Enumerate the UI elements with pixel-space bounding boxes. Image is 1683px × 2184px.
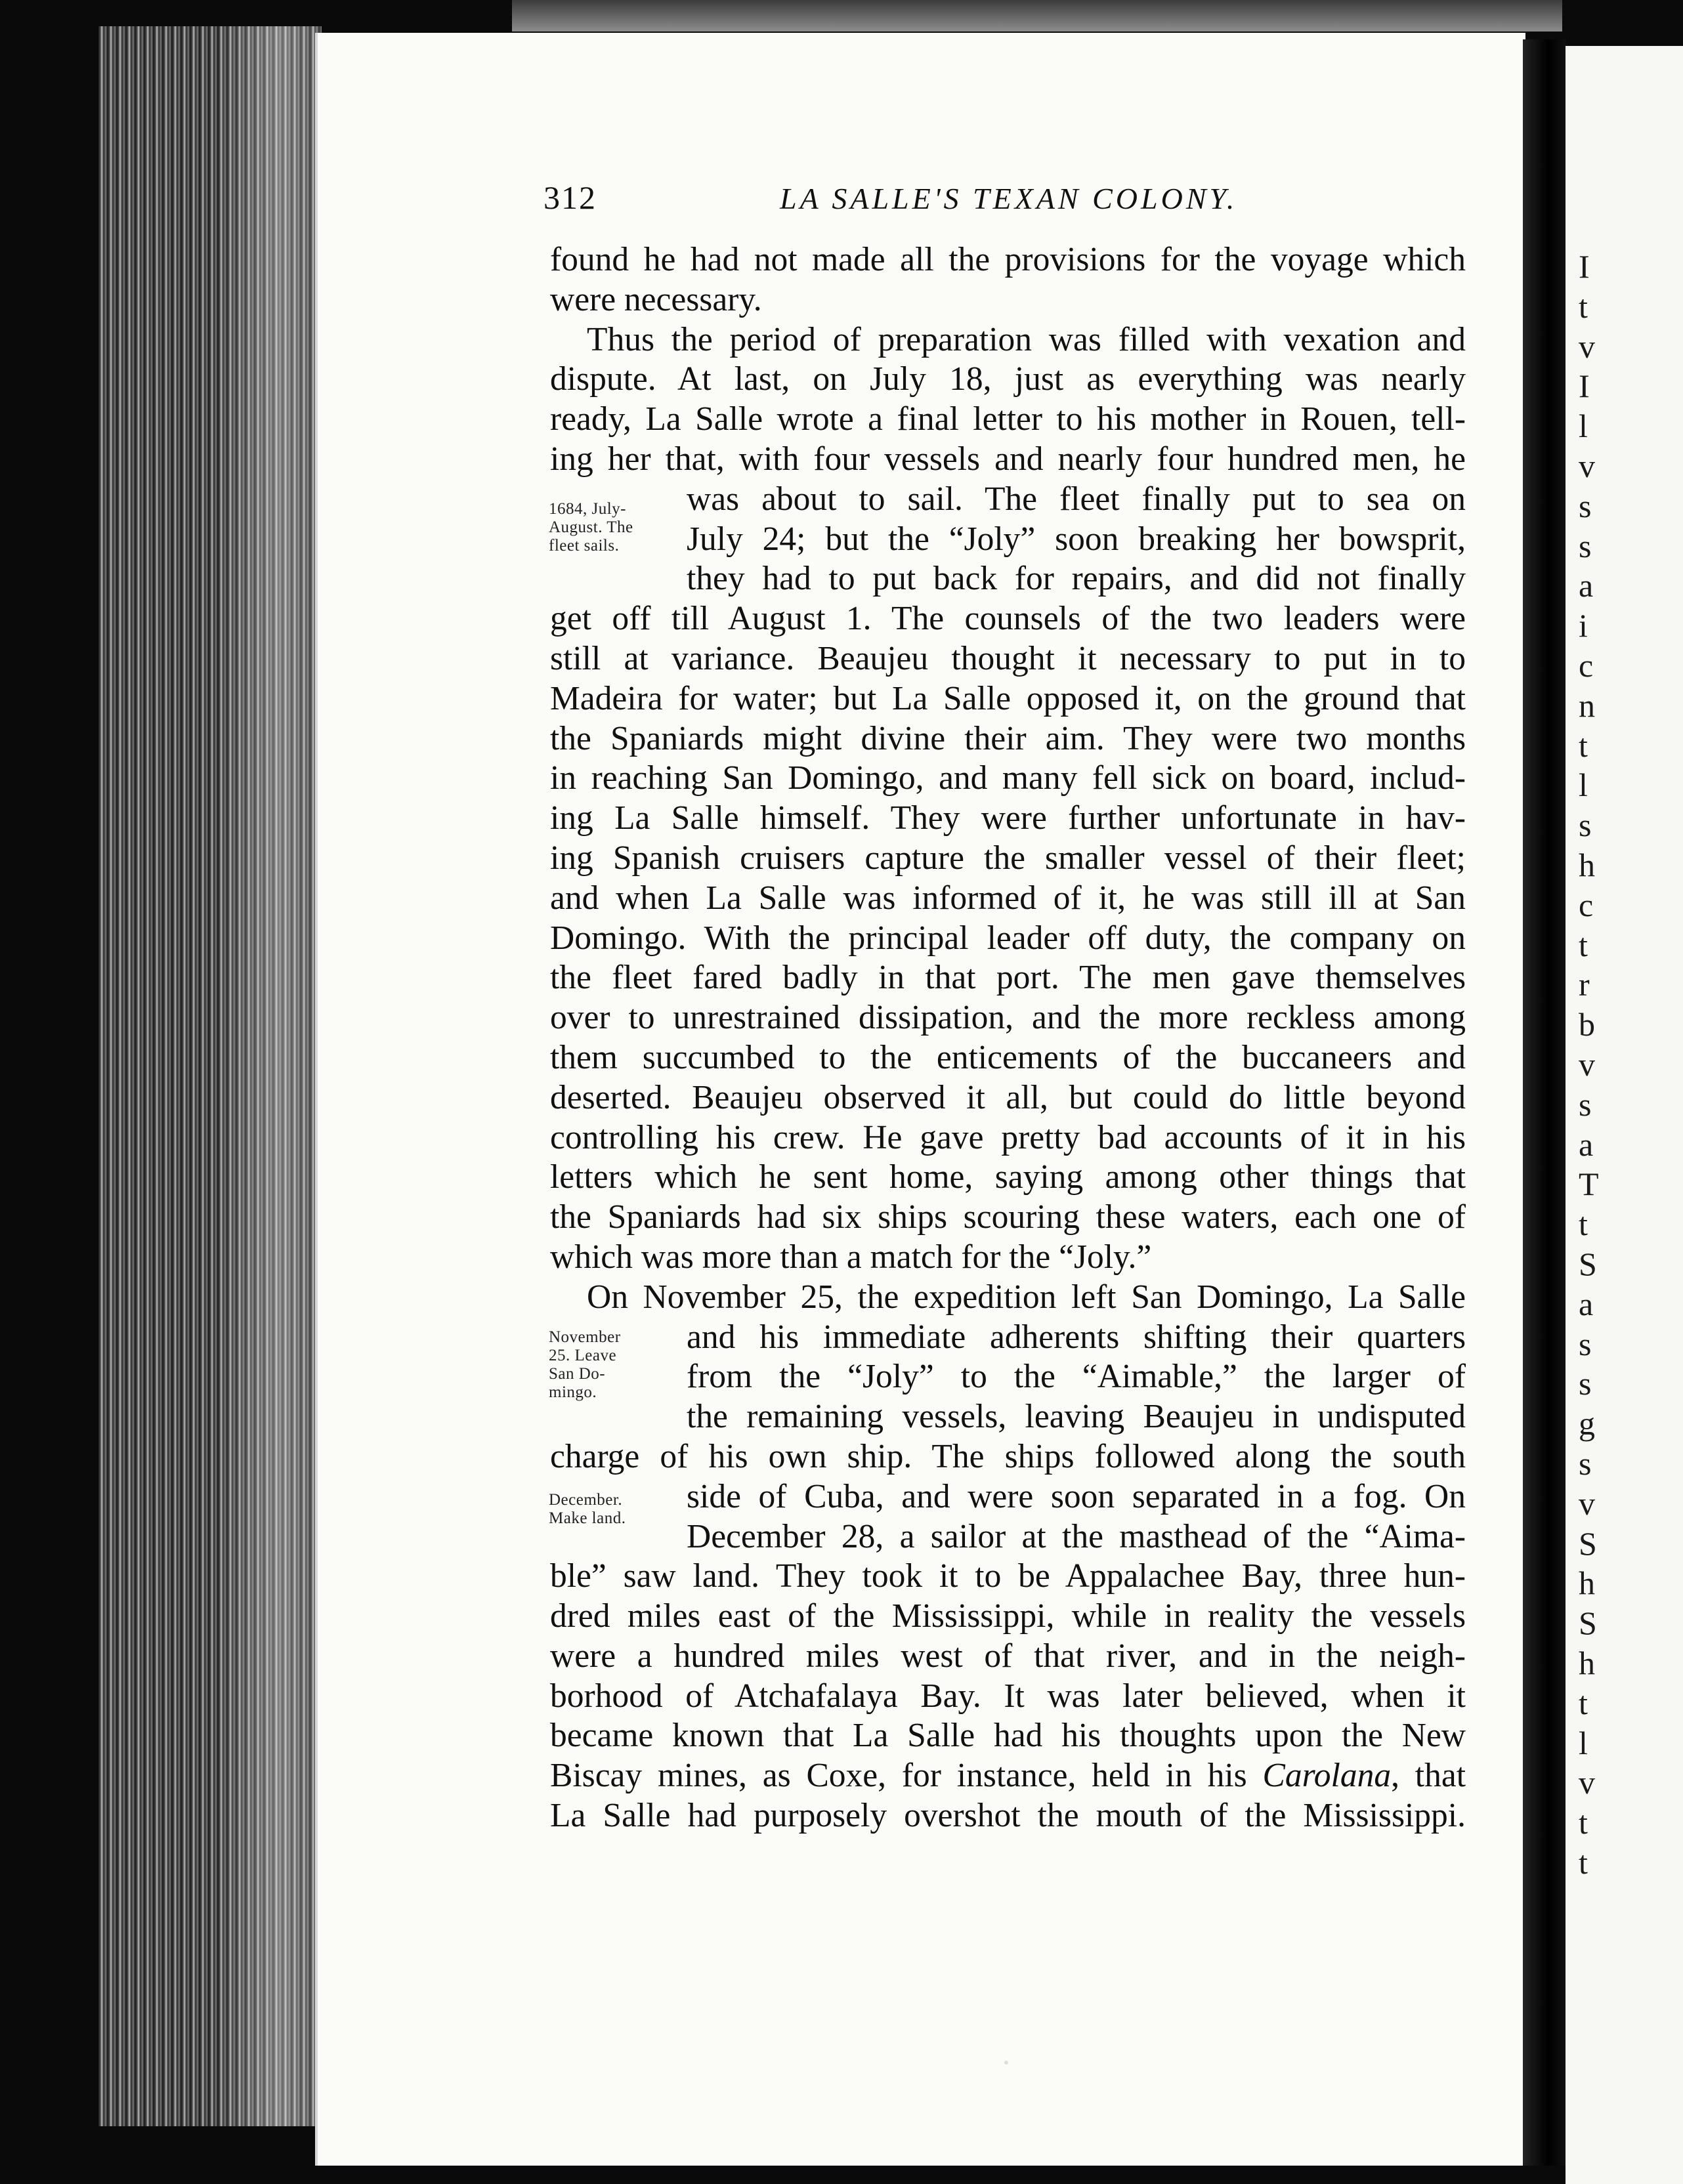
- text-line: them succumbed to the enticements of the buccaneers and: [550, 1038, 1466, 1076]
- text-line: was about to sail. The fleet finally put to sea on: [687, 480, 1466, 518]
- text-line: the Spaniards had six ships scouring these waters, each one of: [550, 1198, 1466, 1236]
- margin-note-line: 1684, July-: [549, 500, 626, 518]
- text-line: get off till August 1. The counsels of the two leaders were: [550, 600, 1466, 638]
- text-line: dred miles east of the Mississippi, while in reality the vessels: [550, 1597, 1466, 1635]
- text-line: letters which he sent home, saying among other things that: [550, 1158, 1466, 1196]
- facing-page-line-fragment: i: [1579, 607, 1588, 644]
- facing-page-line-fragment: T: [1579, 1166, 1599, 1203]
- facing-page-line-fragment: v: [1579, 1484, 1595, 1522]
- facing-page-line-fragment: a: [1579, 1125, 1594, 1163]
- margin-note: [549, 1328, 621, 1402]
- text-line: On November 25, the expedition left San Domingo, La Salle: [587, 1278, 1466, 1316]
- facing-page-line-fragment: r: [1579, 966, 1590, 1003]
- page-header: [543, 178, 1462, 231]
- facing-page-line-fragment: S: [1579, 1246, 1597, 1282]
- facing-page-line-fragment: s: [1579, 1445, 1592, 1482]
- text-line: in reaching San Domingo, and many fell sick on board, includ-: [550, 759, 1466, 797]
- body-text: [550, 240, 1466, 1836]
- text-line: July 24; but the “Joly” soon breaking her bowsprit,: [687, 520, 1466, 558]
- facing-page-line-fragment: h: [1579, 1645, 1595, 1681]
- text-line: La Salle had purposely overshot the mouth of the Mississippi.: [550, 1797, 1466, 1835]
- facing-page-line-fragment: I: [1579, 368, 1590, 405]
- margin-note-line: fleet sails.: [549, 537, 620, 555]
- facing-page-line-fragment: h: [1579, 1564, 1595, 1602]
- facing-page: [1566, 46, 1683, 2184]
- facing-page-line-fragment: s: [1579, 527, 1592, 564]
- facing-page-line-fragment: n: [1579, 686, 1595, 724]
- facing-page-line-fragment: v: [1579, 1764, 1595, 1801]
- text-line: Madeira for water; but La Salle opposed it, on the ground that: [550, 679, 1466, 717]
- facing-page-line-fragment: l: [1579, 766, 1588, 804]
- text-line: ing Spanish cruisers capture the smaller vessel of their fleet;: [550, 839, 1466, 877]
- facing-page-line-fragment: c: [1579, 647, 1594, 684]
- text-line: ble” saw land. They took it to be Appalachee Bay, three hun-: [550, 1557, 1466, 1595]
- text-line: were a hundred miles west of that river, and in the neigh-: [550, 1637, 1466, 1675]
- facing-page-line-fragment: S: [1579, 1524, 1597, 1562]
- facing-page-line-fragment: v: [1579, 448, 1595, 484]
- text-segment: , that: [1391, 1757, 1466, 1795]
- margin-note-line: Make land.: [549, 1509, 626, 1527]
- margin-note: [549, 500, 633, 555]
- facing-page-line-fragment: a: [1579, 567, 1594, 604]
- facing-page-line-fragment: h: [1579, 847, 1595, 883]
- book-gutter: [1523, 39, 1566, 2166]
- margin-note-line: November: [549, 1328, 621, 1346]
- margin-note-line: mingo.: [549, 1383, 597, 1401]
- text-line: dispute. At last, on July 18, just as everything was nearly: [550, 360, 1466, 398]
- text-line: they had to put back for repairs, and did not finally: [687, 560, 1466, 598]
- facing-page-line-fragment: s: [1579, 1325, 1592, 1362]
- text-line: side of Cuba, and were soon separated in a fog. On: [687, 1477, 1466, 1515]
- margin-note: [549, 1491, 626, 1528]
- italic-title: Carolana: [1262, 1757, 1392, 1795]
- facing-page-line-fragment: l: [1579, 1724, 1588, 1761]
- facing-page-line-fragment: t: [1579, 287, 1588, 325]
- text-line: the fleet fared badly in that port. The men gave themselves: [550, 959, 1466, 997]
- text-line: [550, 1756, 1466, 1796]
- scan-top-edge: [512, 0, 1562, 32]
- text-line: were necessary.: [550, 280, 762, 318]
- page-number: 312: [543, 179, 597, 216]
- scan-speck: [1004, 2061, 1008, 2065]
- margin-note-line: 25. Leave: [549, 1347, 617, 1364]
- text-segment: Biscay mines, as Coxe, for instance, held in his: [550, 1757, 1247, 1795]
- text-line: found he had not made all the provisions for the voyage which: [550, 241, 1466, 278]
- text-line: charge of his own ship. The ships followed along the south: [550, 1437, 1466, 1475]
- facing-page-line-fragment: t: [1579, 1804, 1588, 1841]
- facing-page-line-fragment: l: [1579, 408, 1588, 445]
- facing-page-line-fragment: t: [1579, 926, 1588, 963]
- facing-page-line-fragment: s: [1579, 487, 1592, 524]
- facing-page-line-fragment: a: [1579, 1285, 1594, 1322]
- facing-page-line-fragment: S: [1579, 1605, 1597, 1642]
- text-line: over to unrestrained dissipation, and the more reckless among: [550, 999, 1466, 1037]
- text-line: the Spaniards might divine their aim. They were two months: [550, 719, 1466, 757]
- text-line: December 28, a sailor at the masthead of the “Aima-: [687, 1517, 1466, 1555]
- page-edge-gloss: [217, 26, 322, 2126]
- text-line: still at variance. Beaujeu thought it necessary to put in to: [550, 639, 1466, 677]
- text-line: ing her that, with four vessels and nearly four hundred men, he: [550, 440, 1466, 478]
- margin-note-line: San Do-: [549, 1365, 606, 1383]
- facing-page-line-fragment: t: [1579, 1206, 1588, 1243]
- facing-page-line-fragment: c: [1579, 886, 1594, 923]
- margin-note-line: August. The: [549, 518, 633, 536]
- text-line: became known that La Salle had his thoughts upon the New: [550, 1717, 1466, 1755]
- text-line: the remaining vessels, leaving Beaujeu in undisputed: [687, 1398, 1466, 1436]
- text-line: deserted. Beaujeu observed it all, but could do little beyond: [550, 1078, 1466, 1116]
- facing-page-line-fragment: v: [1579, 1046, 1595, 1083]
- text-line: which was more than a match for the “Joly.”: [550, 1238, 1152, 1276]
- facing-page-line-fragment: s: [1579, 1085, 1592, 1123]
- text-line: and when La Salle was informed of it, he was still ill at San: [550, 879, 1466, 917]
- facing-page-line-fragment: g: [1579, 1405, 1595, 1442]
- facing-page-line-fragment: t: [1579, 1684, 1588, 1721]
- text-line: Domingo. With the principal leader off duty, the company on: [550, 919, 1466, 957]
- text-line: ready, La Salle wrote a final letter to his mother in Rouen, tell-: [550, 400, 1466, 438]
- text-line: from the “Joly” to the “Aimable,” the larger of: [687, 1358, 1466, 1396]
- facing-page-line-fragment: s: [1579, 807, 1592, 844]
- running-title: LA SALLE'S TEXAN COLONY.: [780, 182, 1238, 215]
- text-line: and his immediate adherents shifting their quarters: [687, 1318, 1466, 1356]
- facing-page-line-fragment: v: [1579, 327, 1595, 365]
- text-line: controlling his crew. He gave pretty bad accounts of it in his: [550, 1118, 1466, 1156]
- facing-page-line-fragment: I: [1579, 248, 1590, 285]
- text-line: borhood of Atchafalaya Bay. It was later believed, when it: [550, 1677, 1466, 1715]
- facing-page-line-fragment: t: [1579, 726, 1588, 764]
- text-line: ing La Salle himself. They were further unfortunate in hav-: [550, 799, 1466, 837]
- facing-page-line-fragment: t: [1579, 1844, 1588, 1881]
- text-line: Thus the period of preparation was filled with vexation and: [587, 320, 1466, 358]
- facing-page-line-fragment: s: [1579, 1365, 1592, 1402]
- margin-note-line: December.: [549, 1491, 623, 1509]
- facing-page-line-fragment: b: [1579, 1006, 1595, 1043]
